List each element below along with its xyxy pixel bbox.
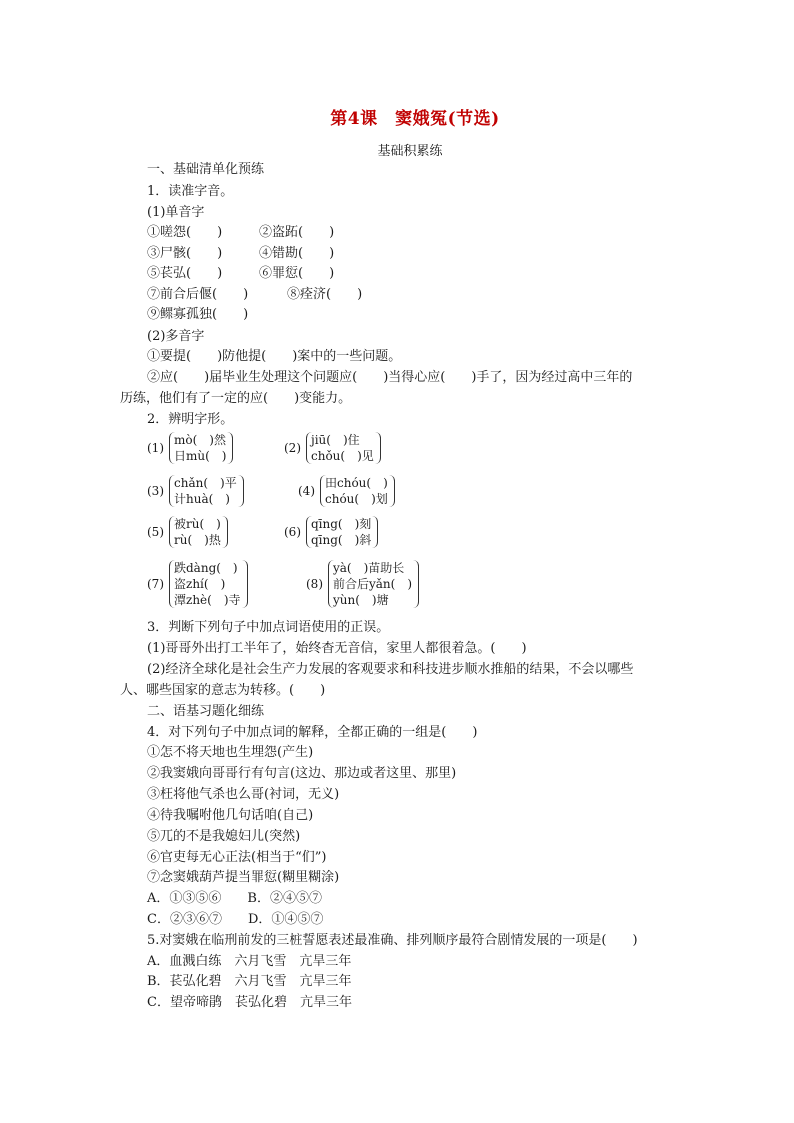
- q4-item: ⑥官吏每无心正法(相当于“们”): [147, 850, 327, 865]
- group-line: chóu( )划: [325, 492, 388, 506]
- group-line: 潭zhè( )寺: [174, 593, 241, 607]
- group-line: chǒu( )见: [311, 449, 374, 463]
- group-line: 计huà( ): [174, 492, 230, 506]
- q4-item: ③枉将他气杀也么哥(衬词，无义): [147, 787, 340, 802]
- group-number: (8): [306, 577, 323, 591]
- q2-group-8: [306, 560, 456, 610]
- group-line: mò( )然: [174, 433, 226, 447]
- group-line: qīng( )刻: [311, 517, 372, 531]
- q1-item: ⑨鳏寡孤独( ): [147, 307, 249, 322]
- q4-options-cd: C．②③⑥⑦ D．①④⑤⑦: [147, 912, 324, 927]
- group-line: 前合后yǎn( ): [333, 577, 413, 591]
- q1-multi-1: ①要提( )防他提( )案中的一些问题。: [147, 349, 402, 364]
- q1-item: ⑤苌弘( ): [147, 266, 223, 281]
- q1-sub2: (2)多音字: [147, 329, 205, 344]
- q3-sentence-2-cont: 人、哪些国家的意志为转移。( ): [120, 683, 326, 698]
- group-number: (3): [147, 484, 164, 498]
- group-line: rù( )热: [174, 533, 221, 547]
- q2-group-1: [147, 432, 267, 466]
- q5-option-c: C．望帝啼鹃 苌弘化碧 亢旱三年: [147, 995, 352, 1010]
- q1-multi-2: ②应( )届毕业生处理这个问题应( )当得心应( )手了，因为经过高中三年的: [147, 370, 633, 385]
- q1-item: ⑥罪愆( ): [259, 266, 335, 281]
- q1-item: ③尸骸( ): [147, 246, 223, 261]
- group-line: chǎn( )平: [174, 476, 237, 490]
- q4-item: ④待我嘱咐他几句话咱(自己): [147, 808, 314, 823]
- group-line: 田chóu( ): [325, 476, 388, 490]
- group-number: (2): [284, 441, 301, 455]
- q3-stem: 3．判断下列句子中加点词语使用的正误。: [147, 620, 390, 635]
- q5-option-a: A．血溅白练 六月飞雪 亢旱三年: [147, 954, 352, 969]
- q1-item: ②盗跖( ): [259, 225, 335, 240]
- q3-sentence-1: (1)哥哥外出打工半年了，始终杳无音信，家里人都很着急。( ): [147, 641, 527, 656]
- group-line: jiū( )住: [311, 433, 360, 447]
- q5-stem: 5.对窦娥在临刑前发的三桩誓愿表述最准确、排列顺序最符合剧情发展的一项是( ): [147, 933, 638, 948]
- q2-group-3: [147, 475, 277, 509]
- group-number: (1): [147, 441, 164, 455]
- q4-options-ab: A．①③⑤⑥ B．②④⑤⑦: [147, 891, 322, 906]
- q2-group-6: [284, 516, 424, 550]
- group-number: (4): [298, 484, 315, 498]
- q4-item: ⑦念窦娥葫芦提当罪愆(糊里糊涂): [147, 870, 340, 885]
- group-number: (6): [284, 525, 301, 539]
- q1-item: ⑦前合后偃( ): [147, 287, 249, 302]
- group-number: (7): [147, 577, 164, 591]
- q1-multi-2-cont: 历练，他们有了一定的应( )变能力。: [120, 391, 352, 406]
- q2-group-4: [298, 475, 438, 509]
- q4-stem: 4．对下列句子中加点词的解释，全都正确的一组是( ): [147, 725, 478, 740]
- group-line: yà( )苗助长: [333, 561, 405, 575]
- group-line: qīng( )斜: [311, 533, 372, 547]
- q3-sentence-2: (2)经济全球化是社会生产力发展的客观要求和科技进步顺水推船的结果，不会以哪些: [147, 662, 634, 677]
- q4-item: ①怎不将天地也生埋怨(产生): [147, 745, 314, 760]
- q1-item: ①嗟怨( ): [147, 225, 223, 240]
- q2-stem: 2．辨明字形。: [147, 412, 234, 427]
- group-line: 跌dàng( ): [174, 561, 238, 575]
- group-line: yùn( )塘: [333, 593, 389, 607]
- q2-group-2: [284, 432, 424, 466]
- q4-item: ⑤兀的不是我媳妇儿(突然): [147, 829, 301, 844]
- group-number: (5): [147, 525, 164, 539]
- section-heading-1: 一、基础清单化预练: [147, 162, 265, 177]
- q1-sub1: (1)单音字: [147, 205, 205, 220]
- page-title: 第4课 窦娥冤(节选): [330, 109, 500, 129]
- group-line: 日mù( ): [174, 449, 227, 463]
- page-subtitle: 基础积累练: [377, 144, 443, 159]
- q2-group-7: [147, 560, 287, 610]
- group-line: 盗zhí( ): [174, 577, 226, 591]
- q1-item: ④错勘( ): [259, 246, 335, 261]
- q5-option-b: B．苌弘化碧 六月飞雪 亢旱三年: [147, 974, 352, 989]
- section-heading-2: 二、语基习题化细练: [147, 704, 265, 719]
- q1-item: ⑧痊济( ): [287, 287, 363, 302]
- q1-stem: 1．读准字音。: [147, 184, 234, 199]
- group-line: 被rù( ): [174, 517, 221, 531]
- q4-item: ②我窦娥向哥哥行有句言(这边、那边或者这里、那里): [147, 766, 457, 781]
- q2-group-5: [147, 516, 267, 550]
